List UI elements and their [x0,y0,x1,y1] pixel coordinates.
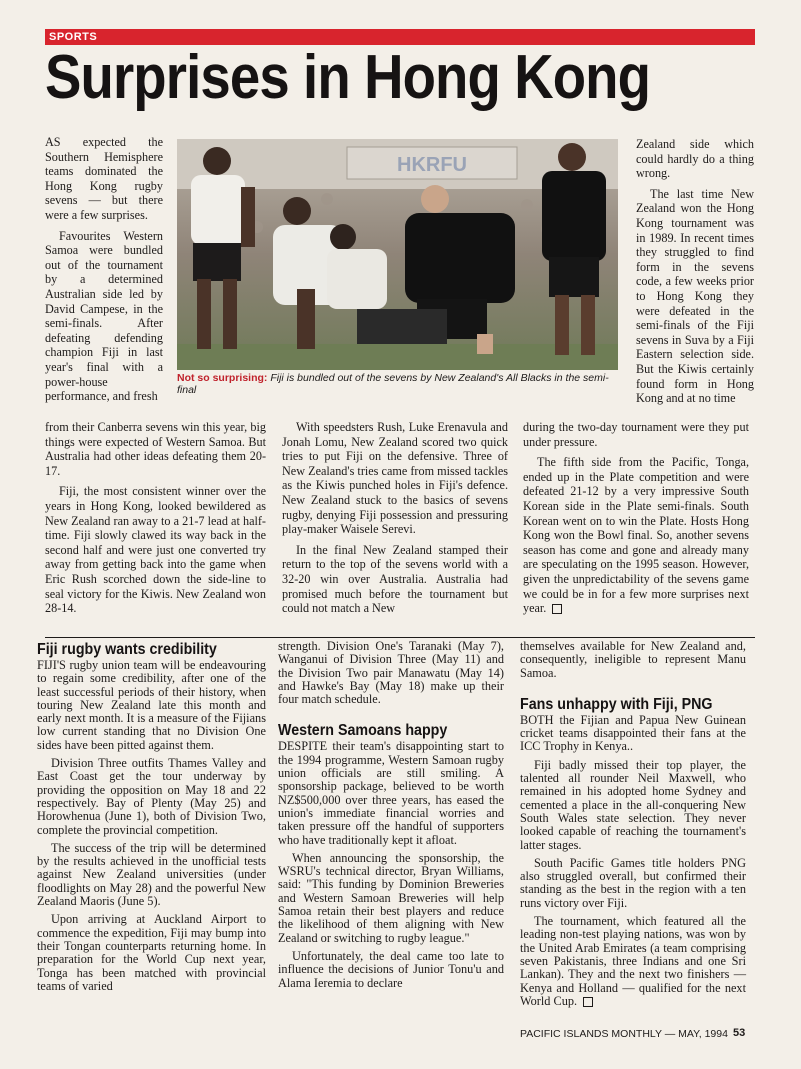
paragraph: from their Canberra sevens win this year, big things were expected of Western Samoa. But Australia had other ideas defeating them 20-17. [45,420,266,478]
section-label: SPORTS [49,31,98,43]
paragraph: strength. Division One's Taranaki (May 7), Wanganui of Division Three (May 11) and the Division Two pair Manawatu (May 14) and Hawke's Bay (May 18) make up their four match schedule. [278,639,504,707]
paragraph: Favourites Western Samoa were bundled out of the tournament by a determined Australian side led by David Campese, in the semi-finals. After defeating defending champion Fiji in last year's final with a power-house performance, and fresh [45,228,163,404]
photo-caption [177,372,618,396]
paragraph: BOTH the Fijian and Papua New Guinean cricket teams disappointed their fans at the ICC Trophy in Kenya.. [520,712,746,754]
caption-lead: Not so surprising: [177,372,268,384]
paragraph: Zealand side which could hardly do a thing wrong. [636,137,754,181]
paragraph: When announcing the sponsorship, the WSRU's technical director, Bryan Williams, said: "This funding by Dominion Breweries and Western Samoan Breweries will help Samoa retain their best players and reduce the likelihood of them aligning with New Zealand or switching to rugby league." [278,850,504,945]
paragraph-text: The tournament, which featured all the leading non-test playing nations, was won by the United Arab Emirates (a team comprising seven Pakistanis, three Indians and one Sri Lankan). They and the next two finishers — Kenya and Holland — qualified for the next World Cup. [520,914,746,1008]
main-col-middle [282,420,508,616]
lower-col2 [278,640,504,990]
page-number: 53 [733,1027,746,1039]
caption-text: Fiji is bundled out of the sevens by New Zealand's All Blacks in the semi-final [177,372,609,396]
story-body [520,714,746,1008]
paragraph: With speedsters Rush, Luke Erenavula and Jonah Lomu, New Zealand scored two quick tries to put Fiji on the defensive. Three of New Zealand's tries came from missed tackles as the Kiwis punched holes in Fiji's defence. New Zealand stuck to the basics of sevens rugby, denying Fiji possession and pressuring play-maker Waisele Serevi. [282,420,508,537]
paragraph: themselves available for New Zealand and, consequently, ineligible to represent Manu Samoa. [520,639,746,680]
paragraph [520,915,746,1008]
lower-col3 [520,640,746,1008]
publication-footer: PACIFIC ISLANDS MONTHLY — MAY, 1994 [520,1028,728,1040]
story-headline: Fiji rugby wants credibility [37,641,217,658]
paragraph-text: The fifth side from the Pacific, Tonga, ended up in the Plate competition and were defeated 21-12 by a very impressive South Korean side in the Plate semi-finals. South Korean went on to win the Plate. Hosts Hong Kong won the Bowl final. So, another sevens season has come and gone and already many are speculating on the 1995 season. However, given the unpredictability of the sevens game we could be in for a few more surprises next year. [523,455,749,616]
main-col-left-narrow [45,135,163,404]
paragraph: The success of the trip will be determined by the results achieved in the unofficial tests against New Zealand universities (under floodlights on May 28) and the powerful New Zealand Maoris (June 5). [37,840,266,909]
rugby-photo-illustration [177,139,618,370]
paragraph: during the two-day tournament were they put under pressure. [523,420,749,449]
story-body [278,640,504,706]
paragraph: Fiji, the most consistent winner over the years in Hong Kong, looked bewildered as New Zealand ran away to a 21-7 lead at half-time. Fiji slowly clawed its way back in the second half and were just one converted try away from getting back into the game when Eric Rush scorched down the side-line to seal victory for the Kiwis. New Zealand won 28-14. [45,484,266,616]
main-col-right-narrow [636,137,754,406]
paragraph: South Pacific Games title holders PNG also struggled overall, but confirmed their standing as the best in the region with a ten runs victory over Fiji. [520,855,746,910]
paragraph: AS expected the Southern Hemisphere teams dominated the Hong Kong rugby sevens — but there were a few surprises. [45,135,163,222]
paragraph: Fiji badly missed their top player, the talented all rounder Neil Maxwell, who remained in his adopted home Sydney and cemented a place in the all-conquering New South Wales state selection. They never looked capable of reaching the tournament's latter stages. [520,757,746,852]
paragraph: FIJI'S rugby union team will be endeavouring to regain some credibility, after one of the least successful periods of their history, when touring New Zealand late this month and early next month. It is a measure of the Fijians low current standing that no Division One sides have been pitted against them. [37,658,266,752]
story-body [37,659,266,993]
story-body [520,640,746,680]
paragraph: Unfortunately, the deal came too late to influence the decisions of Junior Tonu'u and Alama Ieremia to declare [278,948,504,990]
main-col-right-wide [523,420,749,616]
paragraph: Division Three outfits Thames Valley and East Coast get the tour underway by providing the opposition on May 18 and 22 respectively. Bay of Plenty (May 25) and Horowhenua (June 1), both of Division Two, complete the provincial competition. [37,756,266,837]
photo [177,139,618,370]
story-headline: Fans unhappy with Fiji, PNG [520,695,713,713]
story-body [278,740,504,989]
story-divider [45,637,755,638]
headline: Surprises in Hong Kong [45,43,651,112]
paragraph: The last time New Zealand won the Hong Kong tournament was in 1989. In recent times they struggled to find form in the sevens code, a few weeks prior to Hong Kong they were defeated in the semi-finals of the Fiji sevens in Suva by a Fiji Eastern selection side. But the Kiwis certainly found form in Hong Kong and at no time [636,186,754,406]
story-headline: Western Samoans happy [278,722,448,740]
stadium-banner: HKRFU [397,154,467,176]
paragraph: DESPITE their team's disappointing start to the 1994 programme, Western Samoan rugby union officials are still smiling. A sponsorship package, believed to be worth NZ$500,000 over three years, has eased the union's immediate financial worries and taken pressure off the handful of supporters who have traditionally kept it afloat. [278,739,504,847]
paragraph: Upon arriving at Auckland Airport to commence the expedition, Fiji may bump into their Tongan counterparts returning home. In preparation for the World Cup next year, Tonga has been matched with provincial teams of varied [37,912,266,993]
main-col-left-wide [45,420,266,616]
paragraph: In the final New Zealand stamped their return to the top of the sevens world with a 32-20 win over Australia. Australia had promised much before the tournament but could not match a New [282,542,508,616]
end-mark-icon [552,604,562,614]
paragraph [523,455,749,616]
story-fiji-col1 [37,641,266,993]
end-mark-icon [583,997,593,1007]
